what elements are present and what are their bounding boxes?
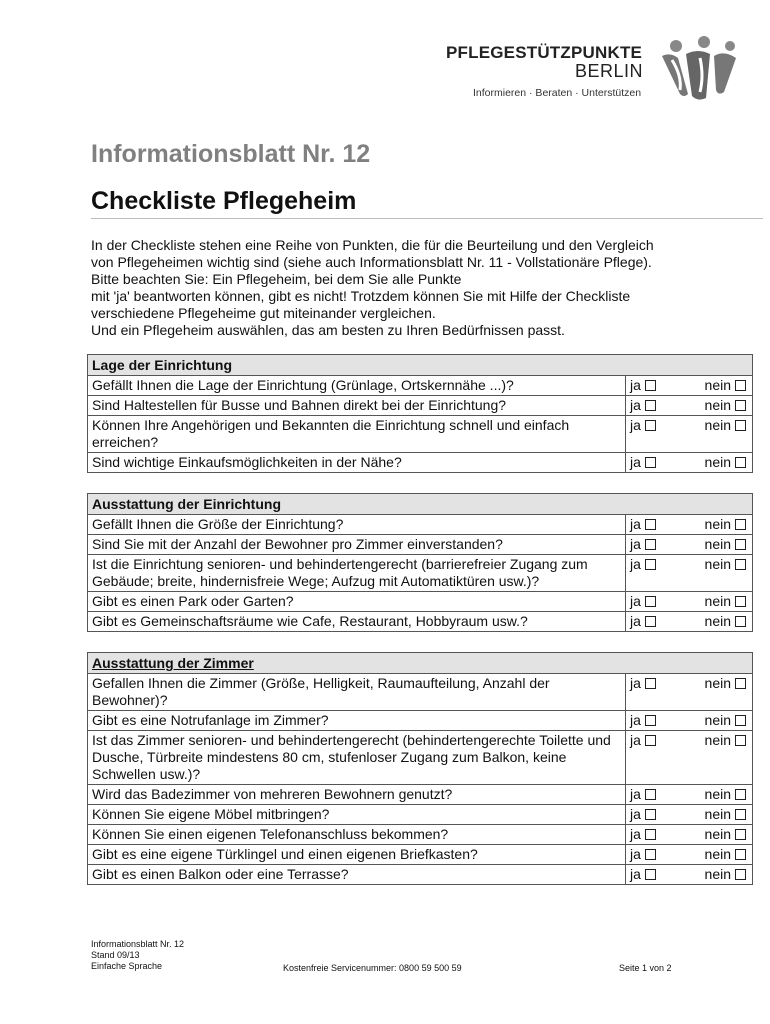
ja-label: ja [630,712,641,728]
question-row [88,784,752,804]
ja-checkbox[interactable] [645,829,656,840]
question-text: Gibt es einen Park oder Garten? [88,592,626,611]
nein-checkbox[interactable] [735,539,746,550]
ja-checkbox[interactable] [645,519,656,530]
question-row [88,554,752,591]
nein-label: nein [704,377,731,393]
ja-label: ja [630,675,641,691]
question-row [88,730,752,784]
question-text: Ist das Zimmer senioren- und behindertengerecht (behindertengerechte Toilette und Dusche, Türbreite mindestens 80 cm, stufenloser Zugang zum Balkon, keine Schwellen usw.)? [88,731,626,784]
logo-figures-icon [658,36,746,104]
footer-page-number: Seite 1 von 2 [619,963,672,973]
section-heading: Ausstattung der Einrichtung [88,494,752,515]
question-row [88,710,752,730]
question-text: Können Sie eigene Möbel mitbringen? [88,805,626,824]
section-lage [87,354,753,473]
nein-checkbox[interactable] [735,400,746,411]
ja-checkbox[interactable] [645,735,656,746]
question-row [88,864,752,884]
nein-checkbox[interactable] [735,420,746,431]
intro-line: Und ein Pflegeheim auswählen, das am besten zu Ihren Bedürfnissen passt. [91,322,565,338]
question-row [88,515,752,534]
question-text: Gibt es Gemeinschaftsräume wie Cafe, Restaurant, Hobbyraum usw.? [88,612,626,631]
question-text: Sind wichtige Einkaufsmöglichkeiten in der Nähe? [88,453,626,472]
question-row [88,824,752,844]
question-text: Wird das Badezimmer von mehreren Bewohnern genutzt? [88,785,626,804]
footer-doc: Informationsblatt Nr. 12 [91,939,185,949]
nein-label: nein [704,786,731,802]
nein-checkbox[interactable] [735,596,746,607]
ja-label: ja [630,826,641,842]
footer-language: Einfache Sprache [91,961,163,971]
question-row [88,591,752,611]
question-row [88,674,752,710]
nein-checkbox[interactable] [735,380,746,391]
ja-checkbox[interactable] [645,559,656,570]
question-text: Gibt es eine Notrufanlage im Zimmer? [88,711,626,730]
ja-checkbox[interactable] [645,809,656,820]
ja-label: ja [630,786,641,802]
document-number: Informationsblatt Nr. 12 [91,140,371,168]
intro-line: Bitte beachten Sie: Ein Pflegeheim, bei dem Sie alle Punkte [91,271,462,287]
nein-label: nein [704,516,731,532]
question-text: Können Ihre Angehörigen und Bekannten die Einrichtung schnell und einfach erreichen? [88,416,626,452]
question-row [88,395,752,415]
ja-checkbox[interactable] [645,849,656,860]
nein-label: nein [704,454,731,470]
ja-checkbox[interactable] [645,715,656,726]
question-row [88,376,752,395]
intro-text [91,237,763,339]
intro-line: verschiedene Pflegeheime gut miteinander vergleichen. [91,305,436,321]
question-text: Ist die Einrichtung senioren- und behindertengerecht (barrierefreier Zugang zum Gebäude; breite, hindernisfreie Wege; Aufzug mit Automatiktüren usw.)? [88,555,626,591]
intro-line: In der Checkliste stehen eine Reihe von Punkten, die für die Beurteilung und den Vergleich [91,237,654,253]
nein-label: nein [704,536,731,552]
question-row [88,452,752,472]
nein-checkbox[interactable] [735,616,746,627]
section-heading: Ausstattung der Zimmer [88,653,752,674]
ja-label: ja [630,556,641,572]
nein-checkbox[interactable] [735,559,746,570]
intro-line: mit 'ja' beantworten können, gibt es nicht! Trotzdem können Sie mit Hilfe der Checkliste [91,288,631,304]
ja-checkbox[interactable] [645,457,656,468]
nein-checkbox[interactable] [735,457,746,468]
ja-checkbox[interactable] [645,596,656,607]
section-ausstattung-zimmer [87,652,753,885]
logo [446,36,746,104]
nein-checkbox[interactable] [735,715,746,726]
question-row [88,804,752,824]
intro-line: von Pflegeheimen wichtig sind (siehe auch Informationsblatt Nr. 11 - Vollstationäre Pflege). [91,254,652,270]
nein-label: nein [704,826,731,842]
nein-checkbox[interactable] [735,735,746,746]
ja-label: ja [630,732,641,748]
title-divider [91,218,763,219]
ja-label: ja [630,397,641,413]
ja-checkbox[interactable] [645,789,656,800]
nein-checkbox[interactable] [735,829,746,840]
nein-label: nein [704,417,731,433]
question-text: Können Sie einen eigenen Telefonanschluss bekommen? [88,825,626,844]
logo-title: PFLEGESTÜTZPUNKTE [446,43,643,62]
footer-stand: Stand 09/13 [91,950,140,960]
question-text: Gefällt Ihnen die Lage der Einrichtung (Grünlage, Ortskernnähe ...)? [88,376,626,395]
nein-label: nein [704,593,731,609]
nein-label: nein [704,846,731,862]
nein-label: nein [704,712,731,728]
question-text: Gibt es eine eigene Türklingel und einen eigenen Briefkasten? [88,845,626,864]
ja-label: ja [630,846,641,862]
nein-label: nein [704,397,731,413]
question-row [88,844,752,864]
section-ausstattung-einrichtung [87,493,753,632]
logo-tagline: Informieren · Beraten · Unterstützen [473,87,642,99]
question-text: Gibt es einen Balkon oder eine Terrasse? [88,865,626,884]
ja-label: ja [630,866,641,882]
ja-label: ja [630,613,641,629]
nein-checkbox[interactable] [735,869,746,880]
nein-label: nein [704,556,731,572]
ja-label: ja [630,516,641,532]
question-text: Gefallen Ihnen die Zimmer (Größe, Helligkeit, Raumaufteilung, Anzahl der Bewohner)? [88,674,626,710]
nein-label: nein [704,675,731,691]
ja-checkbox[interactable] [645,869,656,880]
nein-checkbox[interactable] [735,789,746,800]
ja-checkbox[interactable] [645,400,656,411]
question-text: Gefällt Ihnen die Größe der Einrichtung? [88,515,626,534]
nein-label: nein [704,732,731,748]
nein-label: nein [704,866,731,882]
ja-label: ja [630,377,641,393]
question-row [88,415,752,452]
nein-checkbox[interactable] [735,678,746,689]
ja-label: ja [630,806,641,822]
ja-checkbox[interactable] [645,678,656,689]
section-heading: Lage der Einrichtung [88,355,752,376]
nein-checkbox[interactable] [735,849,746,860]
nein-checkbox[interactable] [735,809,746,820]
ja-label: ja [630,454,641,470]
nein-label: nein [704,806,731,822]
ja-checkbox[interactable] [645,616,656,627]
ja-label: ja [630,593,641,609]
nein-checkbox[interactable] [735,519,746,530]
logo-subtitle: BERLIN [575,61,644,81]
document-title: Checkliste Pflegeheim [91,187,357,215]
ja-checkbox[interactable] [645,380,656,391]
ja-checkbox[interactable] [645,539,656,550]
question-text: Sind Haltestellen für Busse und Bahnen direkt bei der Einrichtung? [88,396,626,415]
ja-checkbox[interactable] [645,420,656,431]
question-row [88,611,752,631]
question-text: Sind Sie mit der Anzahl der Bewohner pro Zimmer einverstanden? [88,535,626,554]
nein-label: nein [704,613,731,629]
ja-label: ja [630,417,641,433]
ja-label: ja [630,536,641,552]
question-row [88,534,752,554]
footer-phone: Kostenfreie Servicenummer: 0800 59 500 59 [283,963,462,973]
